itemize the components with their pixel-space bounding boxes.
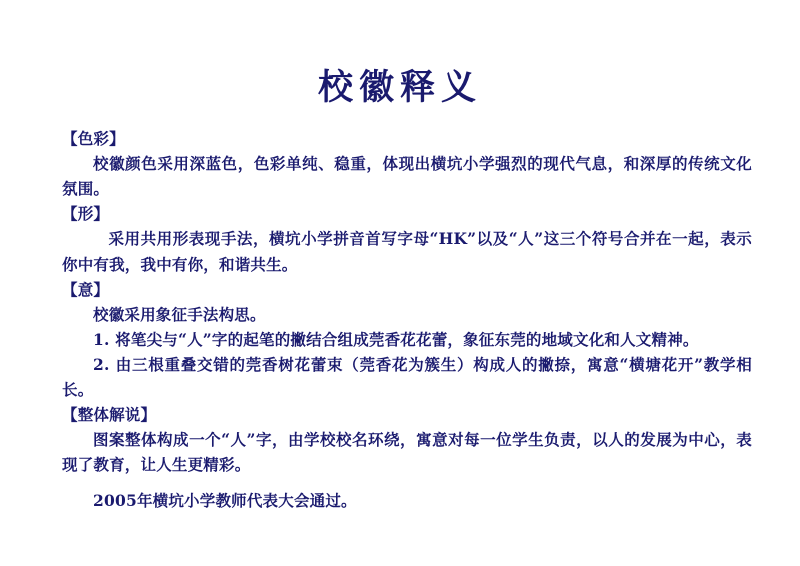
footer-note: 2005年横坑小学教师代表大会通过。 [93, 490, 357, 510]
document-body [0, 126, 800, 513]
section-paragraph-meaning-2: 1. 将笔尖与“人”字的起笔的撇结合组成莞香花花蕾，象征东莞的地域文化和人文精神。 [93, 329, 699, 349]
section-paragraph-color-1: 校徽颜色采用深蓝色，色彩单纯、稳重，体现出横坑小学强烈的现代气息，和深厚的传统文化氛围。 [62, 154, 752, 199]
section-heading-meaning: 【意】 [62, 279, 110, 299]
section-paragraph-meaning-1: 校徽采用象征手法构思。 [93, 304, 266, 324]
section-heading-overall: 【整体解说】 [62, 405, 157, 425]
page-title: 校徽释义 [317, 67, 482, 108]
section-paragraph-overall-1: 图案整体构成一个“人”字，由学校校名环绕，寓意对每一位学生负责，以人的发展为中心，表现了教育，让人生更精彩。 [62, 430, 752, 475]
section-heading-form: 【形】 [62, 204, 110, 224]
section-paragraph-meaning-3: 2. 由三根重叠交错的莞香树花蕾束（莞香花为簇生）构成人的撇捺，寓意“横塘花开”教学相长。 [62, 354, 752, 400]
section-paragraph-form-1: 采用共用形表现手法，横坑小学拼音首写字母“HK”以及“人”这三个符号合并在一起，表示你中有我，我中有你，和谐共生。 [62, 229, 752, 274]
section-heading-color: 【色彩】 [62, 129, 125, 148]
